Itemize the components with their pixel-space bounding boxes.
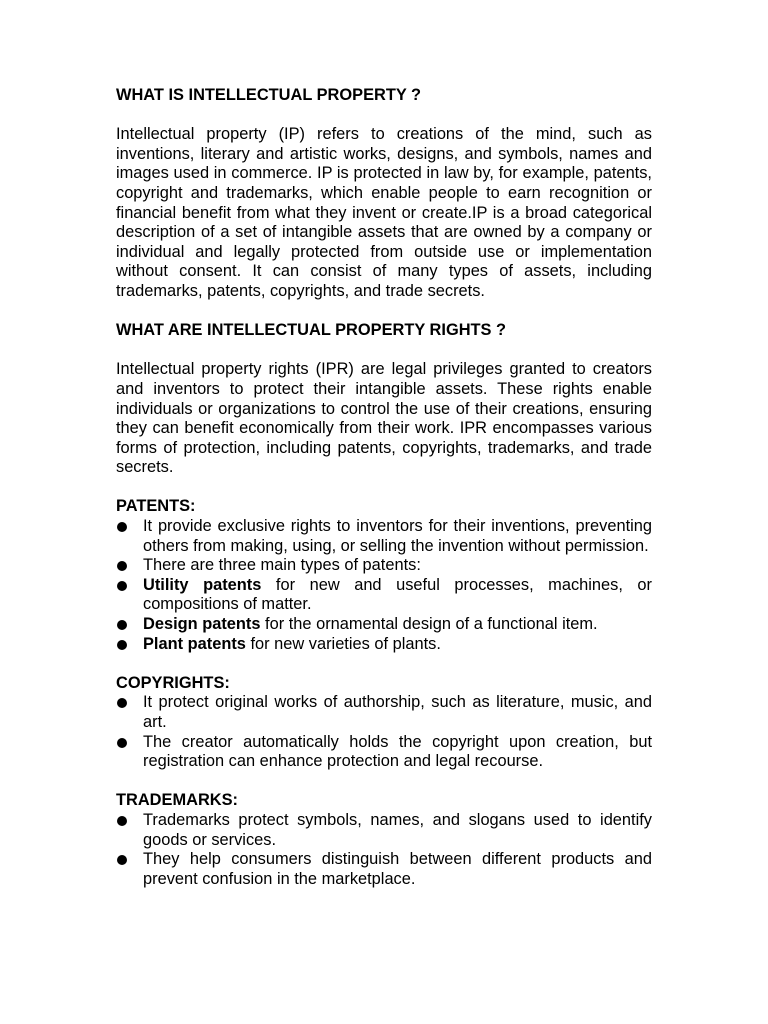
ipr-heading: WHAT ARE INTELLECTUAL PROPERTY RIGHTS ?	[116, 321, 507, 340]
ip-paragraph: Intellectual property (IP) refers to creations of the mind, such as inventions, literary and artistic works, designs, and symbols, names and images used in commerce. IP is protected in law by, for example, patents, copyright and trademarks, which enable people to earn recognition or financial benefit from what they invent or create.IP is a broad categorical description of a set of intangible assets that are owned by a company or individual and legally protected from outside use or implementation without consent. It can consist of many types of assets, including trademarks, patents, copyrights, and trade secrets.	[116, 125, 652, 300]
bullet-icon	[117, 738, 127, 748]
bullet-icon	[117, 581, 127, 591]
bullet-icon	[117, 522, 127, 532]
list-item: The creator automatically holds the copyright upon creation, but registration can enhance protection and legal recourse.	[116, 733, 652, 772]
list-item: Design patents for the ornamental design of a functional item.	[116, 615, 652, 635]
list-item: Utility patents for new and useful processes, machines, or compositions of matter.	[116, 576, 652, 615]
list-item: Plant patents for new varieties of plants.	[116, 635, 652, 655]
bullet-icon	[117, 816, 127, 826]
trademarks-heading: TRADEMARKS:	[116, 791, 239, 810]
ipr-paragraph: Intellectual property rights (IPR) are legal privileges granted to creators and inventors to protect their intangible assets. These rights enable individuals or organizations to control the use of their creations, ensuring they can benefit economically from their work. IPR encompasses various forms of protection, including patents, copyrights, trademarks, and trade secrets.	[116, 360, 652, 477]
bullet-icon	[117, 640, 127, 650]
bullet-icon	[117, 561, 127, 571]
copyrights-list	[116, 693, 652, 771]
list-item: Trademarks protect symbols, names, and slogans used to identify goods or services.	[116, 811, 652, 850]
patents-heading: PATENTS:	[116, 497, 196, 516]
list-item: There are three main types of patents:	[116, 556, 652, 576]
bullet-icon	[117, 620, 127, 630]
bullet-icon	[117, 698, 127, 708]
ip-heading: WHAT IS INTELLECTUAL PROPERTY ?	[116, 86, 422, 104]
trademarks-list	[116, 811, 652, 889]
document-page	[116, 86, 652, 889]
bullet-icon	[117, 855, 127, 865]
list-item: It provide exclusive rights to inventors for their inventions, preventing others from making, using, or selling the invention without permission.	[116, 517, 652, 556]
patents-list	[116, 517, 652, 654]
list-item: They help consumers distinguish between different products and prevent confusion in the marketplace.	[116, 850, 652, 889]
copyrights-heading: COPYRIGHTS:	[116, 673, 230, 692]
list-item: It protect original works of authorship, such as literature, music, and art.	[116, 693, 652, 732]
